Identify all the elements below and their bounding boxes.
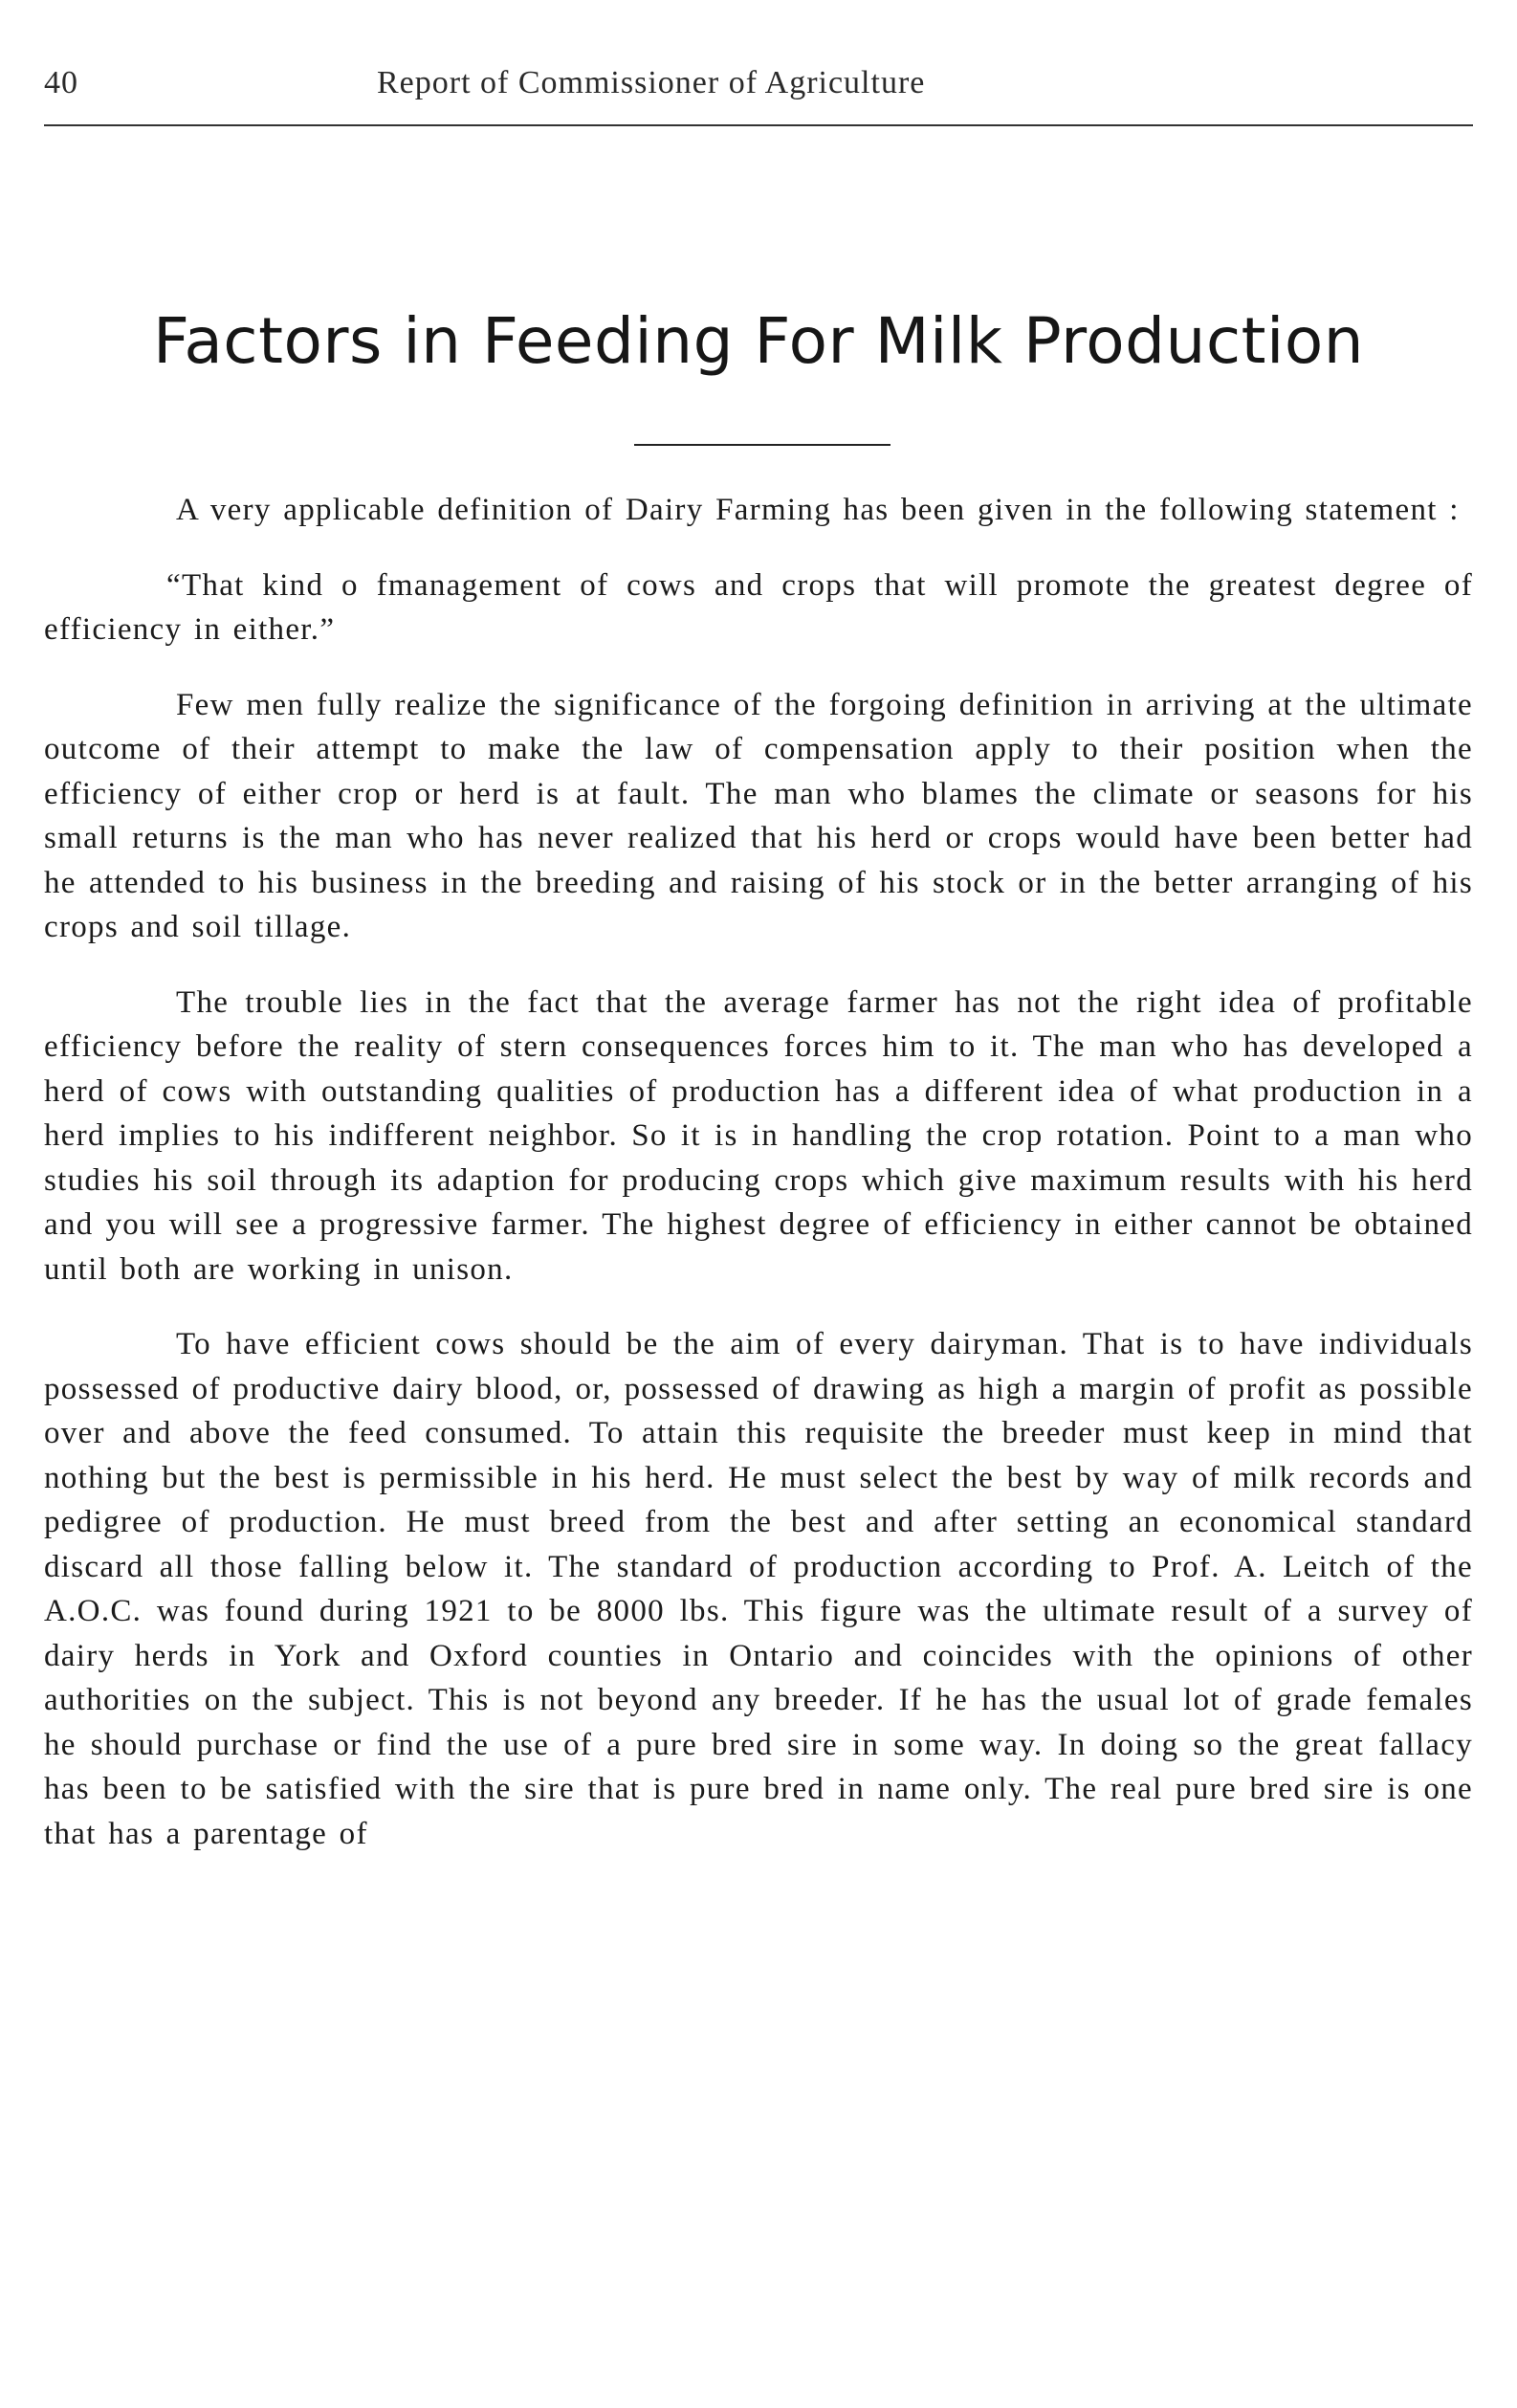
title-divider: [634, 444, 890, 446]
article-title: Factors in Feeding For Milk Production: [152, 304, 1365, 378]
paragraph-efficient-cows: To have efficient cows should be the aim of every dairyman. That is to have individuals possessed of productive dairy blood, or, possessed of drawing as high a margin of profit as possible over and above the feed consumed. To attain this requisite the breeder must keep in mind that nothing but the best is permissible in his herd. He must select the best by way of milk records and pedigree of production. He must breed from the best and after setting an economical standard discard all those falling below it. The standard of production according to Prof. A. Leitch of the A.O.C. was found during 1921 to be 8000 lbs. This figure was the ultimate result of a survey of dairy herds in York and Oxford counties in Ontario and coincides with the opinions of other authorities on the subject. This is not beyond any breeder. If he has the usual lot of grade females he should purchase or find the use of a pure bred sire in some way. In doing so the great fallacy has been to be satisfied with the sire that is pure bred in name only. The real pure bred sire is one that has a parentage of: [44, 1327, 1473, 1851]
paragraph-definition-quote: “That kind o fmanagement of cows and crops that will promote the greatest degree of efficiency in either.”: [44, 567, 1473, 647]
header-rule: [44, 124, 1473, 126]
paragraph-significance: Few men fully realize the significance of the forgoing definition in arriving at the ultimate outcome of their attempt to make the law of compensation apply to their position when the efficiency of either crop or herd is at fault. The man who blames the climate or seasons for his small returns is the man who has never realized that his herd or crops would have been better had he attended to his business in the breeding and raising of his stock or in the better arranging of his crops and soil tillage.: [44, 687, 1473, 944]
paragraph-trouble: The trouble lies in the fact that the average farmer has not the right idea of profitable efficiency before the reality of stern consequences forces him to it. The man who has developed a herd of cows with outstanding qualities of production has a different idea of what production in a herd implies to his indifferent neighbor. So it is in handling the crop rotation. Point to a man who studies his soil through its adaption for producing crops which give maximum results with his herd and you will see a progressive farmer. The highest degree of efficiency in either cannot be obtained until both are working in unison.: [44, 984, 1473, 1287]
article-body: [44, 488, 1473, 1887]
running-head: [44, 65, 1473, 122]
page-number: 40: [44, 65, 78, 100]
running-title: Report of Commissioner of Agriculture: [377, 65, 926, 100]
paragraph-definition-intro: A very applicable definition of Dairy Farming has been given in the following statement :: [176, 493, 1460, 527]
